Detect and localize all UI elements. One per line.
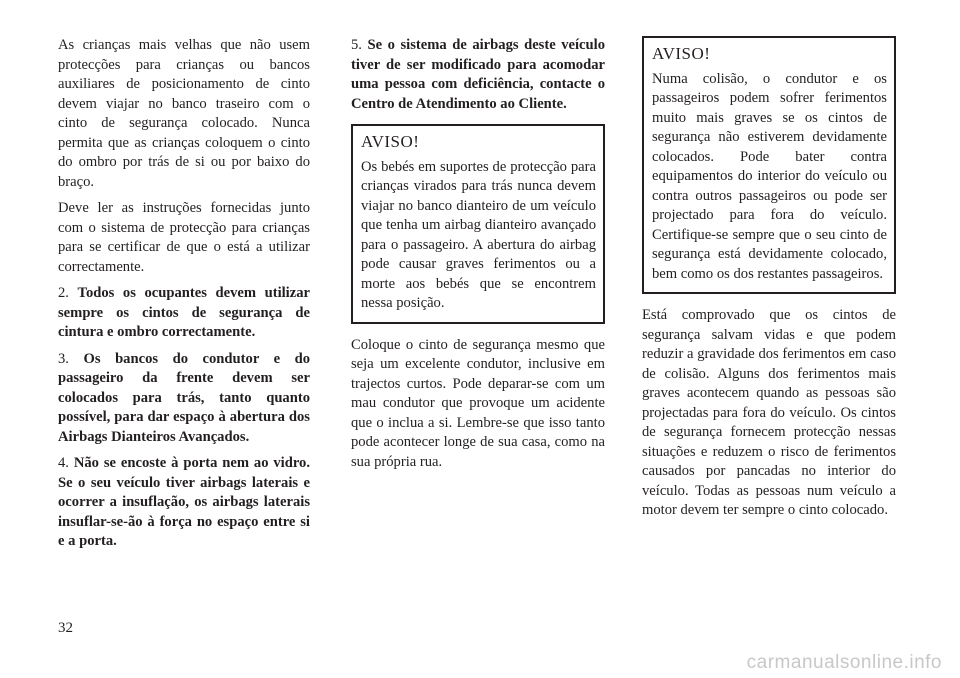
item-text: Não se encoste à porta nem ao vidro. Se o seu veículo tiver airbags laterais e ocorrer a insuflação, os airbags laterais insuflar-se-ão à força no espaço entre si e a porta.	[58, 455, 310, 549]
page-number: 32	[58, 620, 73, 636]
warning-title: AVISO!	[361, 132, 420, 151]
list-item-5	[351, 36, 605, 114]
warning-box-infants	[351, 124, 605, 324]
column-3	[642, 36, 896, 528]
item-number: 2.	[58, 285, 69, 301]
paragraph-older-children: As crianças mais velhas que não usem protecções para crianças ou bancos auxiliares de posicionamento de cinto devem viajar no banco traseiro com o cinto de segurança colocado. Nunca permita que as crianças coloquem o cinto do ombro por trás de si ou por baixo do braço.	[58, 37, 310, 190]
column-2	[351, 36, 605, 479]
warning-text: Numa colisão, o condutor e os passageiros podem sofrer ferimentos muito mais graves se os cintos de segurança não estiverem devidamente colocados. Pode bater contra equipamentos do interior do veículo ou contra outros passageiros ou pode ser projectado para fora do veículo. Certifique-se sempre que o seu cinto de segurança está devidamente colocado, bem como os dos restantes passageiros.	[652, 70, 887, 282]
warning-box-collision	[642, 36, 896, 294]
item-text: Se o sistema de airbags deste veículo tiver de ser modificado para acomodar uma pessoa com deficiência, contacte o Centro de Atendimento ao Cliente.	[351, 37, 605, 112]
watermark: carmanualsonline.info	[746, 652, 942, 673]
item-text: Todos os ocupantes devem utilizar sempre os cintos de segurança de cintura e ombro correctamente.	[58, 285, 310, 340]
paragraph-read-instructions: Deve ler as instruções fornecidas junto com o sistema de protecção para crianças para se certificar de que o está a utilizar correctamente.	[58, 200, 310, 275]
list-item-4	[58, 454, 310, 552]
column-1	[58, 36, 310, 559]
item-number: 4.	[58, 455, 69, 471]
list-item-3	[58, 350, 310, 448]
warning-text: Os bebés em suportes de protecção para crianças virados para trás nunca devem viajar no banco dianteiro de um veículo que tenha um airbag dianteiro avançado para o passageiro. A abertura do airbag pode causar graves ferimentos ou a morte aos bebés que se encontrem nessa posição.	[361, 158, 596, 311]
item-number: 5.	[351, 37, 362, 53]
warning-title: AVISO!	[652, 44, 711, 63]
paragraph-belts-save-lives: Está comprovado que os cintos de segurança salvam vidas e que podem reduzir a gravidade dos ferimentos em caso de colisão. Alguns dos ferimentos mais graves acontecem quando as pessoas são projectadas para fora do veículo. Os cintos de segurança fornecem protecção nessas situações e reduzem o risco de ferimentos causados por pancadas no interior do veículo. Todas as pessoas num veículo a motor devem ter sempre o cinto colocado.	[642, 307, 896, 518]
item-text: Os bancos do condutor e do passageiro da frente devem ser colocados para trás, tanto quanto possível, para dar espaço à abertura dos Airbags Dianteiros Avançados.	[58, 350, 310, 445]
list-item-2	[58, 284, 310, 343]
item-number: 3.	[58, 350, 69, 367]
paragraph-wear-belt: Coloque o cinto de segurança mesmo que seja um excelente condutor, inclusive em trajectos curtos. Pode deparar-se com um mau condutor que provoque um acidente que o inclua a si. Lembre-se que isso tanto pode acontecer longe de sua casa, como na sua própria rua.	[351, 336, 605, 470]
